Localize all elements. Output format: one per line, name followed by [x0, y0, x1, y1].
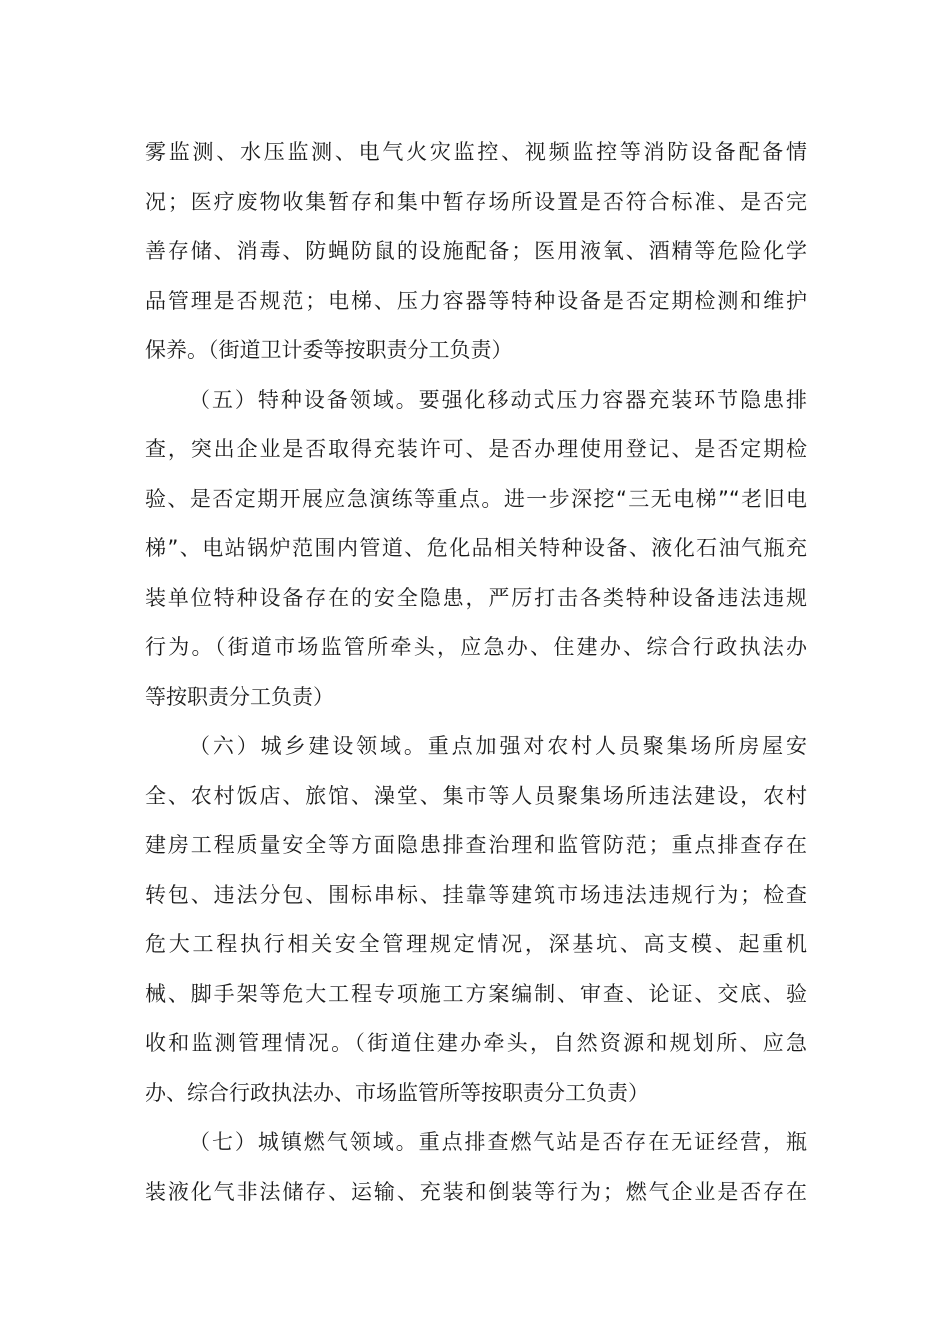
paragraph-0-line-5: 保养。（街道卫计委等按职责分工负责）	[145, 338, 513, 362]
paragraph-2-line-5: 危大工程执行相关安全管理规定情况，深基坑、高支模、起重机	[145, 932, 807, 956]
paragraph-0-line-4: 品管理是否规范；电梯、压力容器等特种设备是否定期检测和维护	[145, 288, 807, 313]
paragraph-0-line-2: 况；医疗废物收集暂存和集中暂存场所设置是否符合标准、是否完	[145, 189, 807, 214]
paragraph-1-line-4: 梯”、电站锅炉范围内管道、危化品相关特种设备、液化石油气瓶充	[145, 536, 807, 560]
paragraph-0-line-1: 雾监测、水压监测、电气火灾监控、视频监控等消防设备配备情	[145, 140, 807, 164]
paragraph-3-line-2: 装液化气非法储存、运输、充装和倒装等行为；燃气企业是否存在	[145, 1179, 807, 1204]
paragraph-2-line-6: 械、脚手架等危大工程专项施工方案编制、审查、论证、交底、验	[145, 981, 807, 1006]
paragraph-2-line-8: 办、综合行政执法办、市场监管所等按职责分工负责）	[145, 1080, 649, 1105]
document-body	[145, 128, 807, 1217]
paragraph-2-line-4: 转包、违法分包、围标串标、挂靠等建筑市场违法违规行为；检查	[145, 882, 807, 907]
paragraph-1-line-6: 行为。（街道市场监管所牵头，应急办、住建办、综合行政执法办	[145, 635, 807, 659]
paragraph-2-line-1: （六）城乡建设领域。重点加强对农村人员聚集场所房屋安	[189, 734, 807, 758]
paragraph-0-line-3: 善存储、消毒、防蝇防鼠的设施配备；医用液氧、酒精等危险化学	[145, 239, 807, 263]
paragraph-1-line-1: （五）特种设备领域。要强化移动式压力容器充装环节隐患排	[189, 387, 807, 412]
paragraph-1-line-3: 验、是否定期开展应急演练等重点。进一步深挖“三无电梯”“老旧电	[145, 486, 807, 511]
paragraph-1-line-7: 等按职责分工负责）	[145, 684, 334, 709]
paragraph-2-line-2: 全、农村饭店、旅馆、澡堂、集市等人员聚集场所违法建设，农村	[145, 783, 807, 808]
paragraph-1-line-5: 装单位特种设备存在的安全隐患，严厉打击各类特种设备违法违规	[145, 585, 807, 610]
paragraph-2-line-7: 收和监测管理情况。（街道住建办牵头，自然资源和规划所、应急	[145, 1031, 807, 1055]
paragraph-1-line-2: 查，突出企业是否取得充装许可、是否办理使用登记、是否定期检	[145, 437, 807, 461]
paragraph-3-line-1: （七）城镇燃气领域。重点排查燃气站是否存在无证经营，瓶	[189, 1130, 807, 1154]
paragraph-2-line-3: 建房工程质量安全等方面隐患排查治理和监管防范；重点排查存在	[145, 833, 807, 857]
